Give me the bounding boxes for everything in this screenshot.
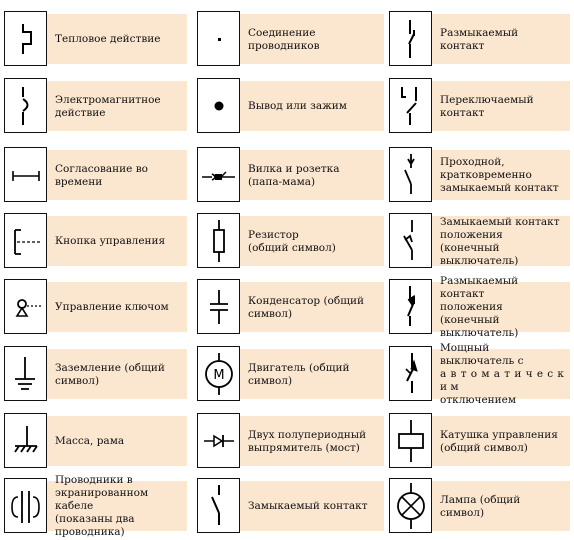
symbol-label: Катушка управления (общий символ) [432, 416, 570, 466]
symbol-box [389, 213, 432, 268]
symbol-label: Лампа (общий символ) [432, 481, 570, 531]
control-coil-icon [390, 414, 431, 467]
symbol-label: Замыкаемый контакт [240, 481, 384, 531]
symbol-label: Мощный выключатель с а в т о м а т и ч е с к и м отключением [432, 349, 570, 399]
table-row [4, 213, 570, 270]
symbol-box [4, 478, 47, 533]
symbol-label: Резистор (общий символ) [240, 216, 384, 266]
position-make-contact-icon [390, 214, 431, 267]
motor-icon [198, 347, 239, 400]
symbol-box [4, 413, 47, 468]
symbol-box [389, 478, 432, 533]
symbol-label: Переключаемый контакт [432, 81, 570, 131]
symbol-label: Управление ключом [47, 282, 187, 332]
symbol-box [197, 78, 240, 133]
symbol-box [197, 478, 240, 533]
electromagnetic-action-icon [5, 79, 46, 132]
symbol-box [389, 346, 432, 401]
time-delay-icon [5, 148, 46, 201]
lamp-icon [390, 479, 431, 532]
symbol-label: Кнопка управления [47, 216, 187, 266]
symbol-label: Соединение проводников [240, 14, 384, 64]
symbol-label: Масса, рама [47, 416, 187, 466]
symbol-box [389, 279, 432, 334]
symbol-label: Согласование во времени [47, 150, 187, 200]
svg-text:M: M [213, 368, 225, 383]
passing-contact-icon [390, 148, 431, 201]
symbol-box [389, 11, 432, 66]
symbol-box [197, 413, 240, 468]
chassis-icon [5, 414, 46, 467]
changeover-contact-icon [390, 79, 431, 132]
symbol-label: Вывод или зажим [240, 81, 384, 131]
circuit-breaker-icon [390, 347, 431, 400]
symbol-box [4, 147, 47, 202]
thermal-action-icon [5, 12, 46, 65]
table-row [4, 78, 570, 135]
table-row [4, 413, 570, 470]
table-row [4, 275, 570, 339]
symbol-box [4, 213, 47, 268]
bridge-rectifier-icon [198, 414, 239, 467]
break-contact-icon [390, 12, 431, 65]
conductor-junction-icon [198, 12, 239, 65]
symbol-box [4, 11, 47, 66]
capacitor-icon [198, 280, 239, 333]
key-operation-icon [5, 280, 46, 333]
symbol-label: Конденсатор (общий символ) [240, 282, 384, 332]
symbol-box [197, 346, 240, 401]
terminal-icon [198, 79, 239, 132]
symbol-label: Электромагнитное действие [47, 81, 187, 131]
symbol-box [389, 147, 432, 202]
push-button-icon [5, 214, 46, 267]
symbol-label: Замыкаемый контакт положения (конечный выключатель) [432, 216, 570, 266]
symbol-label: Двигатель (общий символ) [240, 349, 384, 399]
table-row [4, 11, 570, 68]
symbol-box [4, 346, 47, 401]
symbol-label: Тепловое действие [47, 14, 187, 64]
symbol-box [197, 279, 240, 334]
symbol-box [389, 413, 432, 468]
symbol-label: Размыкаемый контакт [432, 14, 570, 64]
symbol-box [4, 279, 47, 334]
symbol-label: Заземление (общий символ) [47, 349, 187, 399]
symbol-label: Проводники в экранированном кабеле (показаны два проводника) [47, 481, 187, 531]
symbol-box [197, 213, 240, 268]
resistor-icon [198, 214, 239, 267]
symbol-label: Двух полупериодный выпрямитель (мост) [240, 416, 384, 466]
symbol-label: Проходной, кратковременно замыкаемый контакт [432, 150, 570, 200]
make-contact-icon [198, 479, 239, 532]
symbol-box [197, 147, 240, 202]
position-break-contact-icon [390, 280, 431, 333]
ground-icon [5, 347, 46, 400]
table-row [4, 342, 570, 406]
table-row [4, 474, 570, 538]
symbol-label: Размыкаемый контакт положения (конечный выключатель) [432, 282, 570, 332]
table-row [4, 147, 570, 204]
symbol-box [197, 11, 240, 66]
shielded-cable-icon [5, 479, 46, 532]
symbol-box [4, 78, 47, 133]
symbol-label: Вилка и розетка (папа-мама) [240, 150, 384, 200]
plug-socket-icon [198, 148, 239, 201]
symbol-box [389, 78, 432, 133]
